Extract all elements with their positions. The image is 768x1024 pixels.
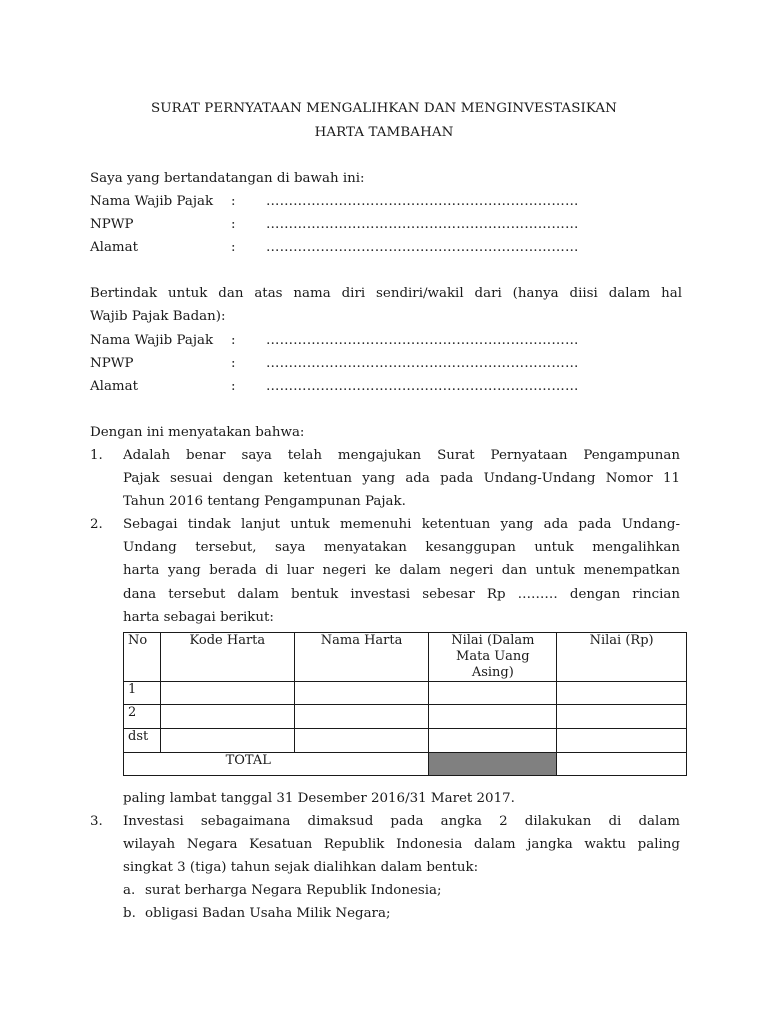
item-number: 1.	[90, 448, 103, 463]
sub-item-text: obligasi Badan Usaha Milik Negara;	[145, 906, 391, 921]
intro-text: Saya yang bertandatangan di bawah ini:	[90, 171, 365, 186]
document-title-line1: SURAT PERNYATAAN MENGALIHKAN DAN MENGINVESTASIKAN	[150, 101, 618, 116]
table-row	[124, 729, 687, 753]
cell-asset-code[interactable]	[160, 705, 294, 729]
form-label: Nama Wajib Pajak	[90, 333, 214, 348]
table-row	[124, 705, 687, 729]
form-colon: :	[231, 240, 236, 255]
form-fill-dots: ……………………………………………………………	[266, 240, 579, 255]
item-text-line: singkat 3 (tiga) tahun sejak dialihkan dalam bentuk:	[123, 860, 479, 875]
form-fill-dots: ……………………………………………………………	[266, 333, 579, 348]
form-label: NPWP	[90, 217, 134, 232]
form-fill-dots: ……………………………………………………………	[266, 217, 579, 232]
cell-asset-code[interactable]	[160, 729, 294, 753]
total-label: TOTAL	[124, 753, 429, 776]
form-fill-dots: ……………………………………………………………	[266, 194, 579, 209]
form-label: Alamat	[90, 379, 138, 394]
form-colon: :	[231, 194, 236, 209]
acting-text-line2: Wajib Pajak Badan):	[90, 309, 226, 324]
sub-item-letter: a.	[123, 883, 136, 898]
form-colon: :	[231, 356, 236, 371]
cell-foreign-value[interactable]	[429, 705, 557, 729]
total-rupiah-value[interactable]	[557, 753, 687, 776]
form-label: NPWP	[90, 356, 134, 371]
form-row-name	[0, 333, 768, 353]
table-total-row	[124, 753, 687, 776]
cell-rupiah-value[interactable]	[557, 682, 687, 705]
item-number: 3.	[90, 814, 103, 829]
row-number: dst	[124, 729, 161, 753]
item-text-line: dana tersebut dalam bentuk investasi sebesar Rp ……… dengan rincian	[123, 587, 680, 602]
document-title-line2: HARTA TAMBAHAN	[314, 125, 454, 140]
acting-text-line1: Bertindak untuk dan atas nama diri sendiri/wakil dari (hanya diisi dalam hal	[90, 286, 682, 301]
item-text-line: Sebagai tindak lanjut untuk memenuhi ketentuan yang ada pada Undang-	[123, 517, 680, 532]
cell-rupiah-value[interactable]	[557, 705, 687, 729]
cell-asset-name[interactable]	[294, 682, 429, 705]
table-header-row	[124, 633, 687, 682]
form-fill-dots: ……………………………………………………………	[266, 356, 579, 371]
form-fill-dots: ……………………………………………………………	[266, 379, 579, 394]
column-header-foreign-value: Nilai (Dalam Mata Uang Asing)	[429, 633, 557, 682]
form-label: Alamat	[90, 240, 138, 255]
column-header-asset-name: Nama Harta	[294, 633, 429, 682]
form-row-npwp	[0, 356, 768, 376]
cell-foreign-value[interactable]	[429, 729, 557, 753]
cell-rupiah-value[interactable]	[557, 729, 687, 753]
table-row	[124, 682, 687, 705]
sub-item-letter: b.	[123, 906, 136, 921]
sub-item-text: surat berharga Negara Republik Indonesia;	[145, 883, 442, 898]
cell-asset-name[interactable]	[294, 705, 429, 729]
row-number: 1	[124, 682, 161, 705]
item-text-line: wilayah Negara Kesatuan Republik Indonesia dalam jangka waktu paling	[123, 837, 680, 852]
declaration-intro: Dengan ini menyatakan bahwa:	[90, 425, 305, 440]
item-text-line: Investasi sebagaimana dimaksud pada angka 2 dilakukan di dalam	[123, 814, 680, 829]
asset-table	[123, 632, 687, 776]
form-colon: :	[231, 333, 236, 348]
column-header-rupiah-value: Nilai (Rp)	[557, 633, 687, 682]
form-row-name	[0, 194, 768, 214]
cell-foreign-value[interactable]	[429, 682, 557, 705]
deadline-text: paling lambat tanggal 31 Desember 2016/31 Maret 2017.	[123, 791, 515, 806]
item-number: 2.	[90, 517, 103, 532]
column-header-asset-code: Kode Harta	[160, 633, 294, 682]
form-row-address	[0, 240, 768, 260]
item-text-line: Undang tersebut, saya menyatakan kesanggupan untuk mengalihkan	[123, 540, 680, 555]
item-text-line: harta sebagai berikut:	[123, 610, 274, 625]
total-foreign-shaded-cell	[429, 753, 557, 776]
item-text-line: Tahun 2016 tentang Pengampunan Pajak.	[123, 494, 406, 509]
form-colon: :	[231, 217, 236, 232]
item-text-line: harta yang berada di luar negeri ke dalam negeri dan untuk menempatkan	[123, 563, 680, 578]
form-colon: :	[231, 379, 236, 394]
cell-asset-code[interactable]	[160, 682, 294, 705]
cell-asset-name[interactable]	[294, 729, 429, 753]
form-row-npwp	[0, 217, 768, 237]
row-number: 2	[124, 705, 161, 729]
form-label: Nama Wajib Pajak	[90, 194, 214, 209]
form-row-address	[0, 379, 768, 399]
item-text-line: Adalah benar saya telah mengajukan Surat Pernyataan Pengampunan	[123, 448, 680, 463]
column-header-no: No	[124, 633, 161, 682]
item-text-line: Pajak sesuai dengan ketentuan yang ada pada Undang-Undang Nomor 11	[123, 471, 680, 486]
